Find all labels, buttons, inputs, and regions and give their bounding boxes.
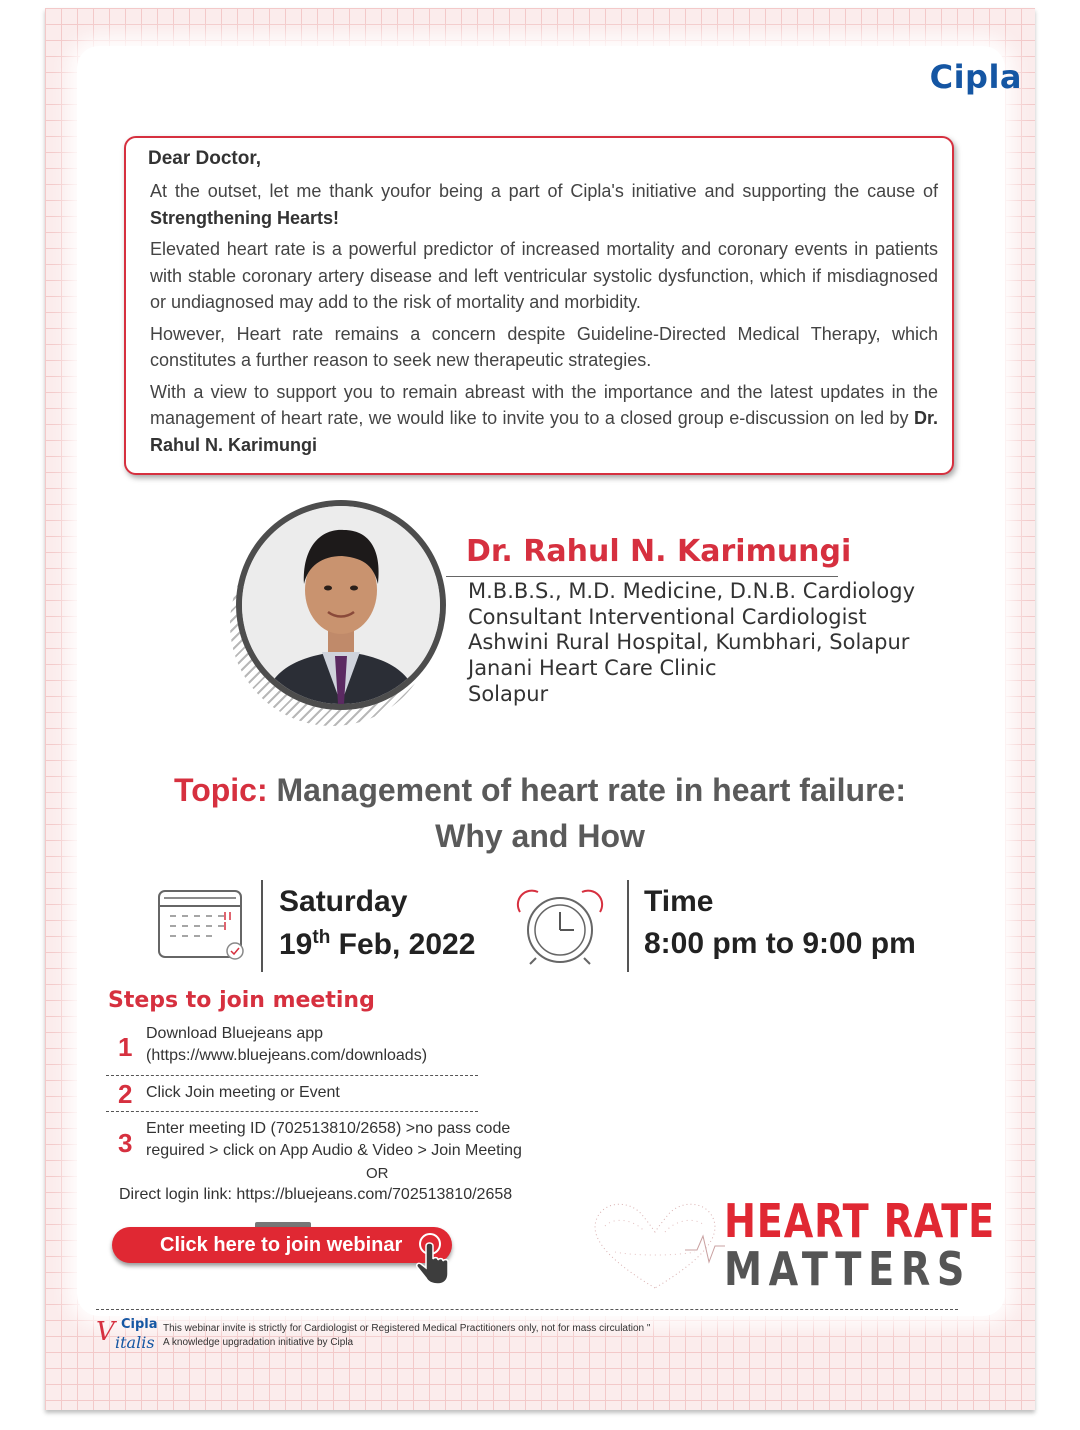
direct-login-link[interactable]: Direct login link: https://bluejeans.com/702513810/2658 (119, 1186, 513, 1203)
event-date-rest: Feb, 2022 (330, 928, 476, 961)
topic-line-2: Why and How (435, 818, 645, 854)
event-date-day: 19 (279, 928, 313, 961)
date-divider (261, 880, 263, 972)
heart-dots-icon (585, 1196, 725, 1296)
step-1-line-2: (https://www.bluejeans.com/downloads) (146, 1047, 428, 1064)
letter-box (124, 136, 954, 475)
step-number: 3 (118, 1128, 133, 1158)
letter-paragraph-2: Elevated heart rate is a powerful predictor of increased mortality and coronary events in patients with stable coronary artery disease and left ventricular systolic dysfunction, which if misdiagnosed or undiagnosed may add to the risk of mortality and morbidity. (150, 239, 938, 312)
speaker-credential: Janani Heart Care Clinic (468, 656, 717, 680)
campaign-title-line-1: HEART RATE (724, 1194, 996, 1248)
letter-salutation: Dear Doctor, (148, 148, 261, 169)
step-number: 2 (118, 1079, 133, 1109)
vitalis-logo-brand: Cipla (121, 1317, 158, 1332)
event-date-suffix: th (312, 927, 331, 948)
step-divider (106, 1111, 478, 1112)
letter-paragraph-4 (150, 379, 938, 459)
cipla-logo: Cipla (929, 58, 1022, 96)
step-number: 1 (118, 1032, 133, 1062)
steps-heading: Steps to join meeting (108, 988, 375, 1013)
footer-tagline: A knowledge upgradation initiative by Cipla (163, 1337, 354, 1348)
letter-p4-text: With a view to support you to remain abreast with the importance and the latest updates in the management of heart rate, we would like to invite you to a closed group e-discussion on led by (150, 381, 938, 428)
time-value: 8:00 pm to 9:00 pm (644, 927, 916, 960)
speaker-photo-frame (236, 500, 446, 710)
speaker-photo (236, 500, 446, 710)
time-divider (627, 880, 629, 972)
step-1-line-1: Download Bluejeans app (146, 1025, 324, 1042)
time-label: Time (644, 885, 714, 918)
footer-divider (96, 1309, 958, 1310)
speaker-name-underline (446, 576, 838, 577)
speaker-name: Dr. Rahul N. Karimungi (466, 534, 852, 569)
vitalis-logo-v: V (96, 1317, 115, 1347)
step-divider (106, 1075, 478, 1076)
vitalis-logo-text: italis (115, 1333, 155, 1352)
or-separator: OR (366, 1165, 389, 1182)
step-3-line-1: Enter meeting ID (702513810/2658) >no pass code (146, 1120, 511, 1137)
letter-paragraph-1 (150, 178, 938, 231)
step-2-line-1: Click Join meeting or Event (146, 1084, 340, 1101)
speaker-credential: M.B.B.S., M.D. Medicine, D.N.B. Cardiology (468, 579, 916, 603)
step-3-line-2: reguired > click on App Audio & Video > Join Meeting (146, 1142, 522, 1159)
letter-p1-text: At the outset, let me thank youfor being a part of Cipla's initiative and supporting the cause of (150, 181, 938, 201)
join-webinar-button[interactable]: Click here to join webinar (112, 1227, 452, 1263)
footer-disclaimer: This webinar invite is strictly for Cardiologist or Registered Medical Practitioners only, not for mass circulation " (163, 1323, 651, 1334)
event-day: Saturday (279, 885, 408, 918)
topic-label: Topic: (174, 772, 268, 808)
letter-p4-bold: Dr. Rahul N. Karimungi (150, 408, 938, 455)
event-date (279, 927, 475, 962)
speaker-credential: Consultant Interventional Cardiologist (468, 605, 867, 629)
topic-line-1: Management of heart rate in heart failure: (276, 772, 906, 808)
letter-paragraph-3: However, Heart rate remains a concern despite Guideline-Directed Medical Therapy, which constitutes a further reason to seek new therapeutic strategies. (150, 323, 938, 370)
calendar-icon (156, 888, 248, 962)
topic-title (0, 772, 1080, 809)
speaker-credential: Ashwini Rural Hospital, Kumbhari, Solapur (468, 630, 910, 654)
letter-p1-bold: Strengthening Hearts! (150, 207, 340, 228)
pointer-hand-icon (410, 1232, 452, 1286)
alarm-clock-icon (514, 884, 606, 968)
speaker-credential: Solapur (468, 682, 549, 706)
campaign-title-line-2: MATTERS (724, 1242, 972, 1296)
